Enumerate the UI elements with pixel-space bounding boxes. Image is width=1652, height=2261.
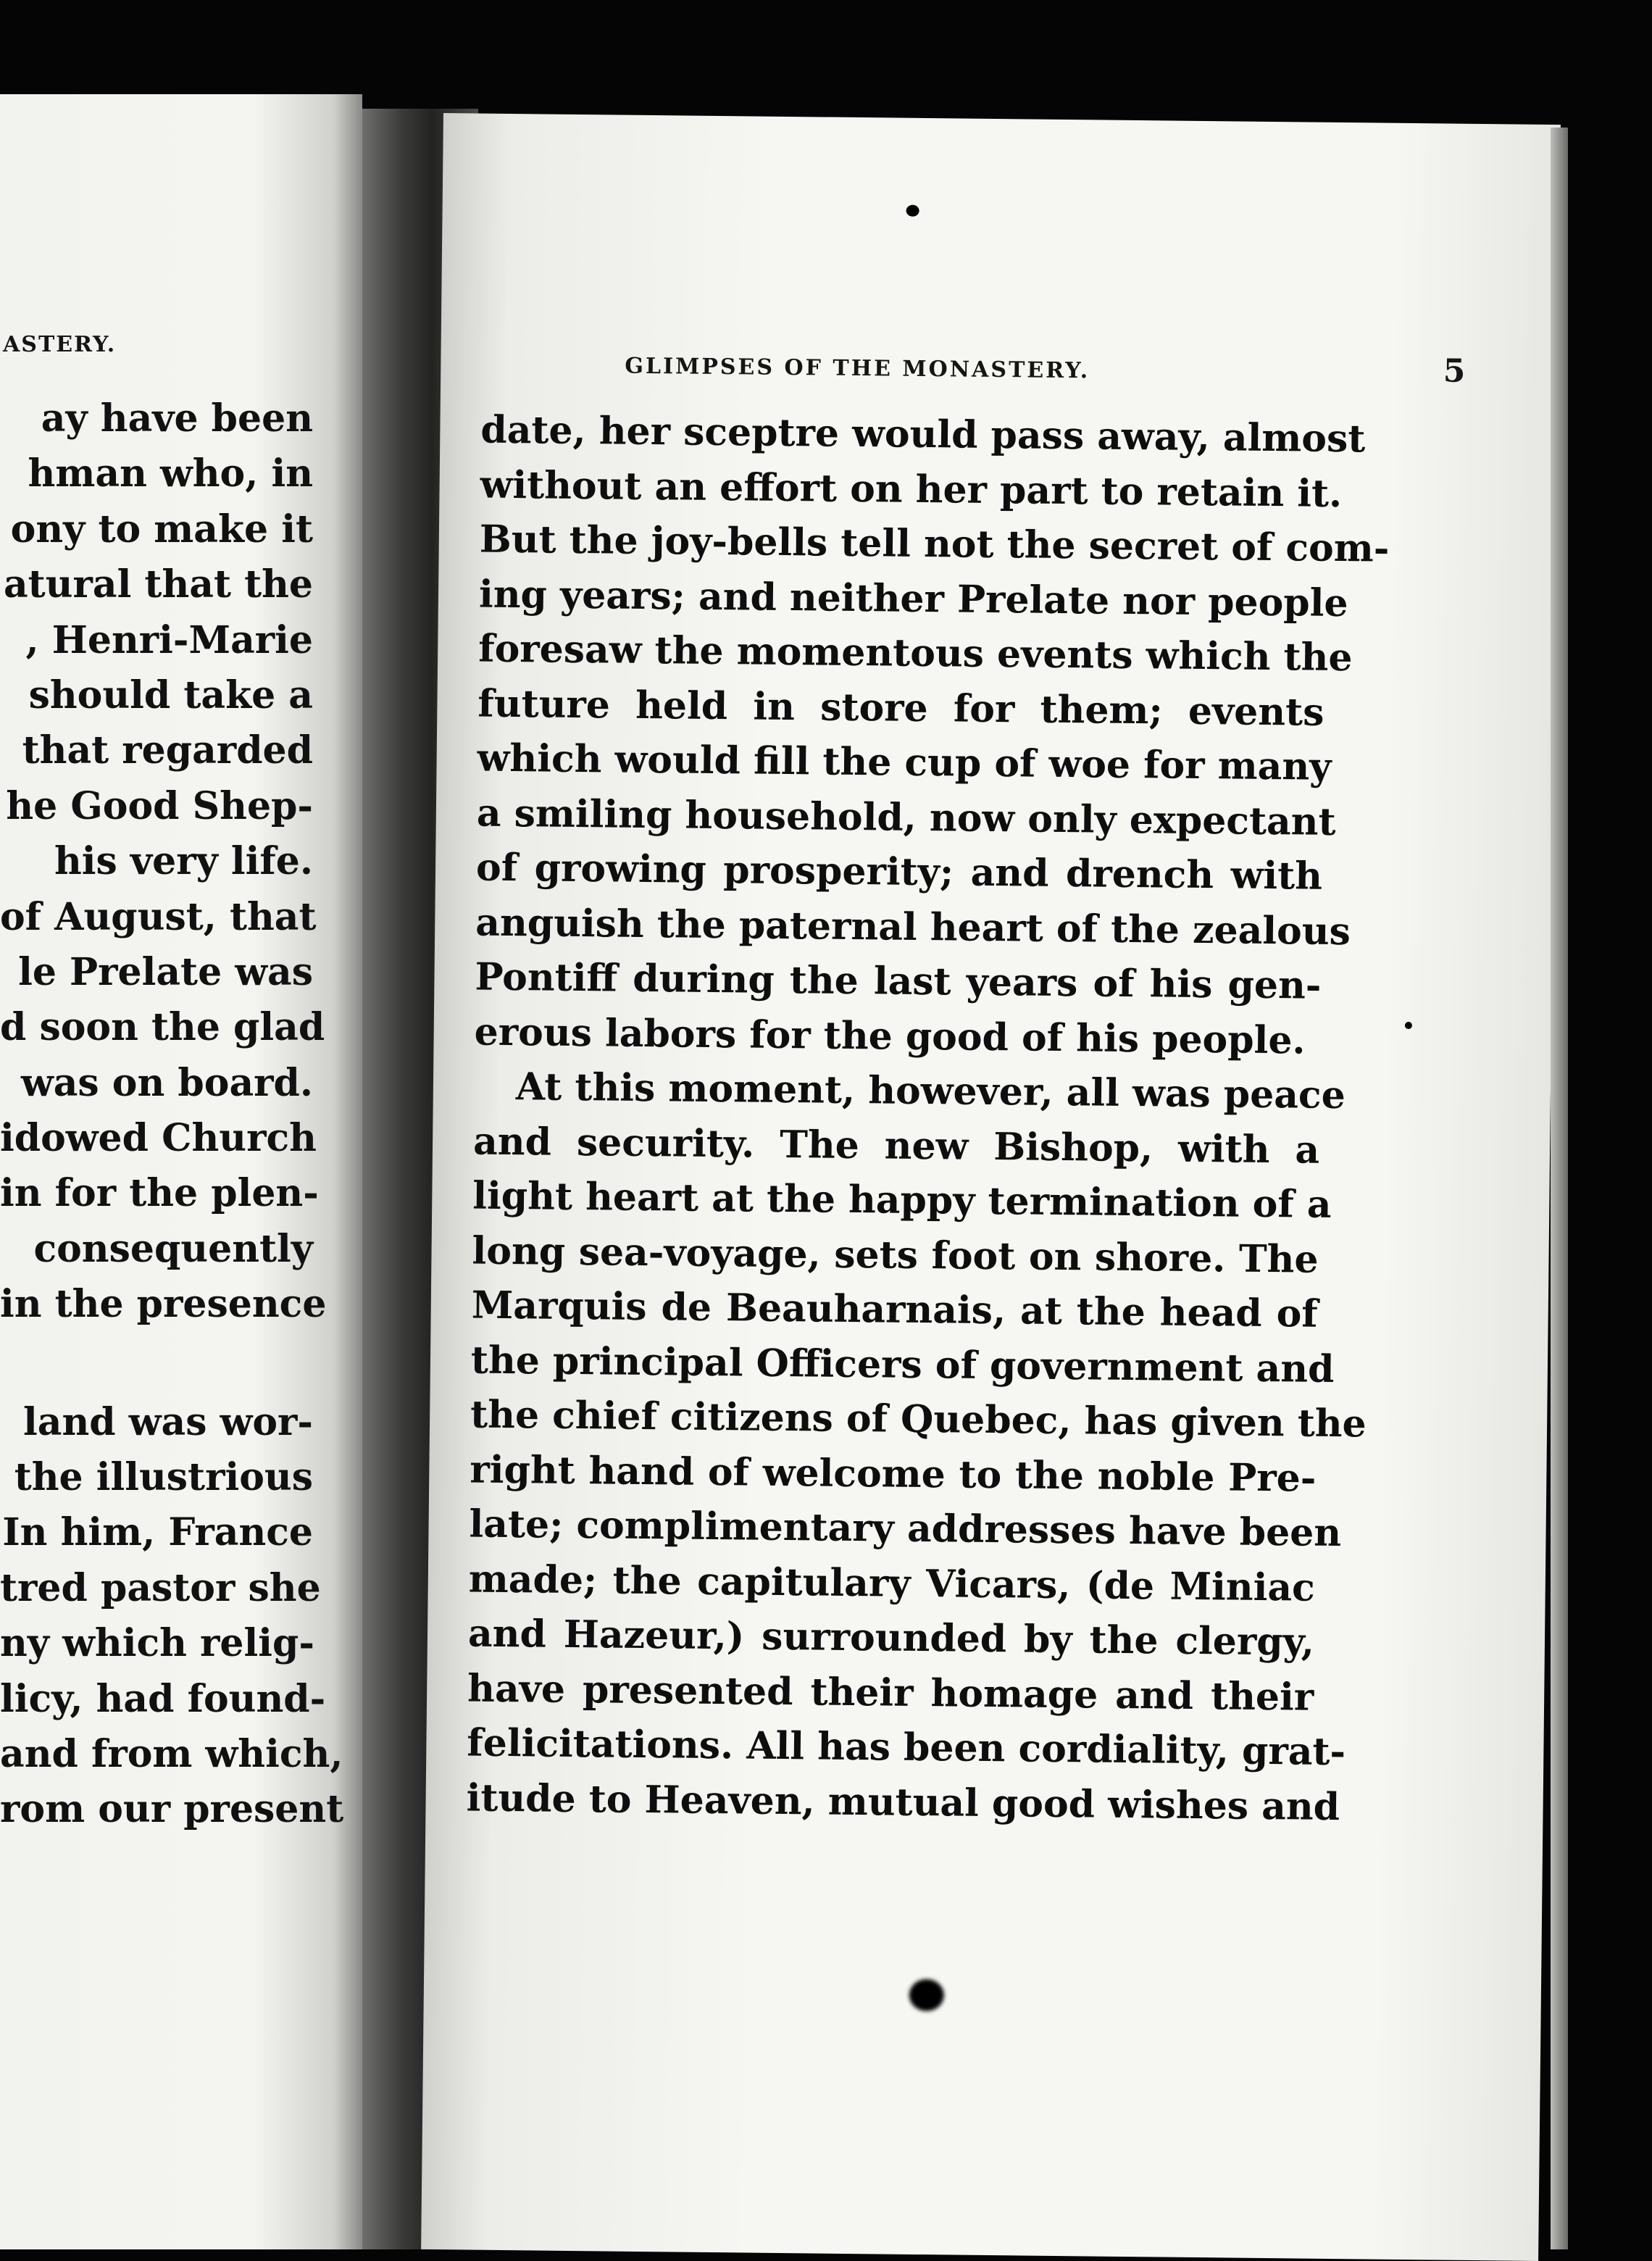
text-line: of growing prosperity; and drench with — [475, 845, 1323, 899]
right-page — [421, 113, 1561, 2261]
left-line: d soon the glad — [0, 1005, 325, 1050]
left-line: licy, had found- — [0, 1676, 326, 1721]
left-line: , Henri-Marie — [25, 617, 313, 662]
text-line: ing years; and neither Prelate nor people — [478, 572, 1348, 625]
ink-speck — [1405, 1022, 1412, 1029]
left-line — [0, 1333, 313, 1395]
running-title: GLIMPSES OF THE MONASTERY. — [625, 353, 1090, 384]
left-line: that regarded — [22, 728, 313, 773]
text-line: and Hazeur,) surrounded by the clergy, — [467, 1611, 1315, 1665]
text-line: long sea-voyage, sets foot on shore. The — [472, 1228, 1319, 1282]
left-line: in for the plen- — [0, 1171, 319, 1216]
left-line: of August, that — [0, 894, 317, 939]
page-number: 5 — [1443, 352, 1466, 390]
paragraph-start-line: At this moment, however, all was peace — [515, 1065, 1346, 1118]
left-line: atural that the — [3, 562, 313, 607]
left-line: and from which, — [0, 1731, 343, 1776]
page-edge-shadow — [1551, 128, 1568, 2249]
text-line: the chief citizens of Quebec, has given the — [470, 1392, 1367, 1446]
text-line: late; complimentary addresses have been — [469, 1502, 1342, 1556]
left-line: consequently — [33, 1226, 313, 1271]
text-line: the principal Officers of government and — [470, 1337, 1335, 1391]
left-line: rom our present — [0, 1787, 344, 1832]
left-line: the illustrious — [14, 1455, 313, 1500]
text-line: Marquis de Beauharnais, at the head of — [471, 1283, 1319, 1336]
text-line: foresaw the momentous events which the — [477, 626, 1353, 680]
left-line: hman who, in — [28, 451, 313, 496]
left-line: his very life. — [54, 839, 313, 884]
text-line: and security. The new Bishop, with a — [472, 1119, 1320, 1173]
left-line: in the presence — [0, 1282, 327, 1327]
text-line: future held in store for them; events — [477, 681, 1324, 735]
text-line: light heart at the happy termination of a — [472, 1173, 1332, 1227]
text-line: But the joy-bells tell not the secret of com- — [479, 517, 1390, 571]
page-body-text — [466, 404, 1390, 1835]
left-line: In him, France — [2, 1510, 313, 1555]
left-line: should take a — [28, 673, 313, 717]
ink-speck — [906, 205, 919, 217]
text-line: date, her sceptre would pass away, almost — [480, 407, 1366, 462]
left-page — [0, 94, 362, 2249]
left-line: le Prelate was — [18, 949, 313, 994]
running-head — [625, 344, 1465, 390]
left-line: land was wor- — [23, 1399, 313, 1444]
left-line: ny which relig- — [0, 1621, 314, 1666]
text-line: Pontiff during the last years of his gen- — [475, 954, 1322, 1008]
left-page-text — [0, 391, 344, 1838]
left-line: was on board. — [20, 1060, 313, 1105]
text-line: anguish the paternal heart of the zealous — [475, 900, 1351, 954]
text-line: erous labors for the good of his people. — [474, 1009, 1306, 1063]
text-line: without an effort on her part to retain it. — [480, 462, 1343, 516]
ink-speck — [909, 1979, 944, 2012]
text-line: right hand of welcome to the noble Pre- — [470, 1446, 1317, 1501]
text-line: have presented their homage and their — [467, 1665, 1314, 1720]
left-line: ony to make it — [10, 507, 313, 551]
left-running-head: ASTERY. — [3, 332, 117, 357]
left-line: idowed Church — [0, 1116, 317, 1161]
text-line: a smiling household, now only expectant — [476, 791, 1336, 844]
left-line: ay have been — [41, 396, 313, 441]
text-line: felicitations. All has been cordiality, grat- — [467, 1720, 1346, 1775]
text-line: made; the capitulary Vicars, (de Miniac — [468, 1556, 1316, 1610]
text-line: which would fill the cup of woe for many — [477, 736, 1332, 789]
left-line: tred pastor she — [0, 1565, 321, 1610]
text-line: itude to Heaven, mutual good wishes and — [466, 1775, 1340, 1829]
left-line: he Good Shep- — [6, 783, 313, 828]
